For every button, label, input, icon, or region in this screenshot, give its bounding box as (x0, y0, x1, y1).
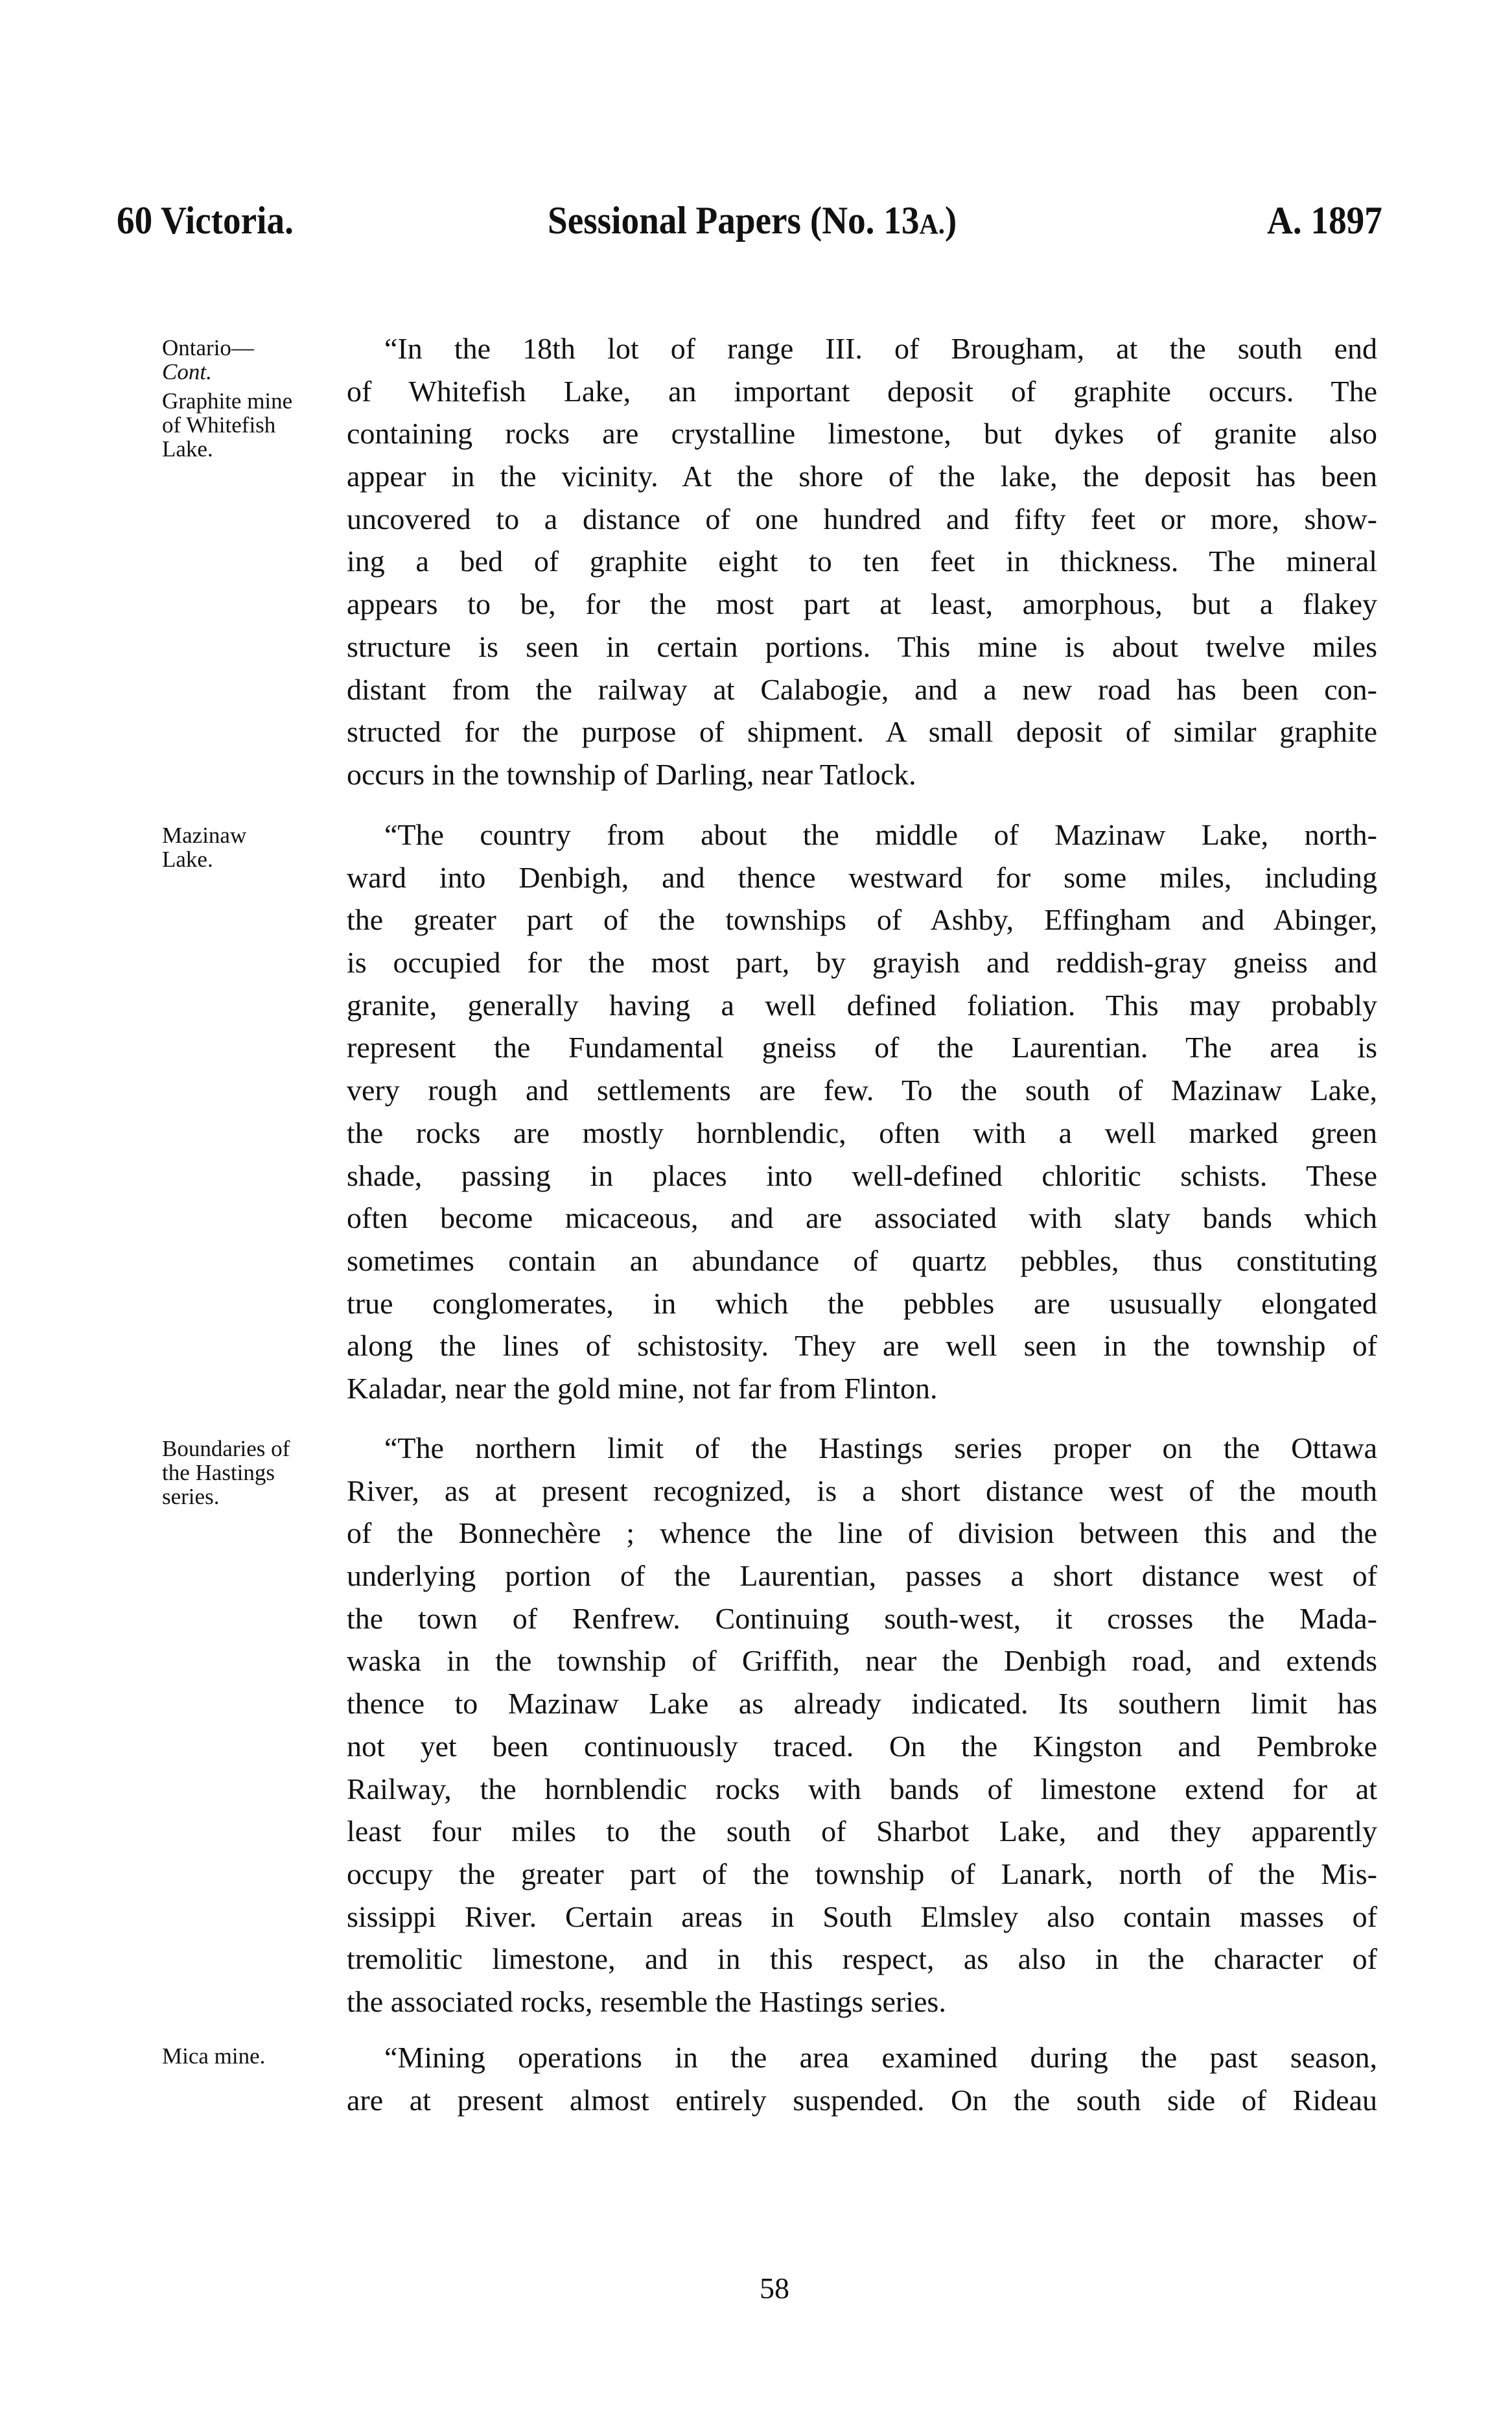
paragraph-line: not yet been continuously traced. On the Kingston and Pembroke (347, 1729, 1377, 1763)
paragraph-line: are at present almost entirely suspended. On the south side of Rideau (347, 2083, 1377, 2117)
margin-note-line: Mazinaw (162, 823, 247, 848)
paragraph-line: least four miles to the south of Sharbot Lake, and they apparently (347, 1815, 1377, 1848)
header-title-main: Sessional Papers (No. 13 (548, 199, 920, 242)
paragraph-line: true conglomerates, in which the pebbles are ususually elongated (347, 1286, 1377, 1320)
paragraph-line: “In the 18th lot of range III. of Brougham, at the south end (384, 332, 1377, 365)
paragraph-line: tremolitic limestone, and in this respect, as also in the character of (347, 1942, 1377, 1976)
paragraph-line: occupy the greater part of the township of Lanark, north of the Mis- (347, 1857, 1377, 1890)
paragraph-mazinaw-lake (347, 814, 1377, 1410)
paragraph-line: of Whitefish Lake, an important deposit of graphite occurs. The (347, 374, 1377, 408)
paragraph-line: the rocks are mostly hornblendic, often with a well marked green (347, 1116, 1377, 1149)
margin-note-mica-mine (162, 2044, 337, 2068)
paragraph-line: sometimes contain an abundance of quartz pebbles, thus constituting (347, 1243, 1377, 1277)
margin-note-line: Cont. (162, 359, 212, 384)
margin-note-line: Graphite mine (162, 388, 293, 414)
paragraph-line: uncovered to a distance of one hundred and fifty feet or more, show- (347, 502, 1377, 535)
paragraph-line: along the lines of schistosity. They are well seen in the township of (347, 1329, 1377, 1363)
paragraph-line: “Mining operations in the area examined during the past season, (384, 2041, 1377, 2074)
margin-note-graphite-mine (162, 336, 337, 461)
header-title-suffix: A. (919, 208, 945, 240)
margin-note-line: Boundaries of (162, 1436, 290, 1461)
margin-note-line: the Hastings (162, 1460, 275, 1485)
paragraph-line: Railway, the hornblendic rocks with bands of limestone extend for at (347, 1772, 1377, 1805)
paragraph-line: structure is seen in certain portions. This mine is about twelve miles (347, 629, 1377, 663)
header-year: A. 1897 (1267, 199, 1382, 242)
paragraph-line: the town of Renfrew. Continuing south-west, it crosses the Mada- (347, 1601, 1377, 1635)
paragraph-line: ward into Denbigh, and thence westward for some miles, including (347, 860, 1377, 894)
paragraph-line: sissippi River. Certain areas in South Elmsley also contain masses of (347, 1899, 1377, 1933)
paragraph-line: often become micaceous, and are associated with slaty bands which (347, 1201, 1377, 1235)
paragraph-line: “The country from about the middle of Mazinaw Lake, north- (384, 818, 1377, 851)
header-title-close: ) (944, 199, 957, 242)
paragraph-line: is occupied for the most part, by grayish and reddish-gray gneiss and (347, 946, 1377, 980)
paragraph-line: of the Bonnechère ; whence the line of division between this and the (347, 1516, 1377, 1550)
paragraph-line: the associated rocks, resemble the Hastings series. (347, 1984, 946, 2018)
paragraph-graphite-mine (347, 327, 1377, 796)
paragraph-line: structed for the purpose of shipment. A small deposit of similar graphite (347, 715, 1377, 749)
paragraph-line: waska in the township of Griffith, near the Denbigh road, and extends (347, 1644, 1377, 1678)
paragraph-line: River, as at present recognized, is a short distance west of the mouth (347, 1474, 1377, 1507)
paragraph-mica-mine (347, 2036, 1377, 2121)
margin-note-line: of Whitefish (162, 412, 276, 438)
header-title (548, 194, 957, 246)
paragraph-line: underlying portion of the Laurentian, passes a short distance west of (347, 1559, 1377, 1593)
page-number: 58 (760, 2272, 789, 2305)
paragraph-line: “The northern limit of the Hastings series proper on the Ottawa (384, 1431, 1377, 1464)
paragraph-line: Kaladar, near the gold mine, not far from Flinton. (347, 1371, 938, 1405)
paragraph-line: thence to Mazinaw Lake as already indicated. Its southern limit has (347, 1687, 1377, 1721)
margin-note-line: series. (162, 1484, 220, 1509)
paragraph-line: occurs in the township of Darling, near Tatlock. (347, 757, 916, 791)
paragraph-line: granite, generally having a well defined foliation. This may probably (347, 988, 1377, 1022)
header-session: 60 Victoria. (117, 199, 294, 242)
paragraph-line: ing a bed of graphite eight to ten feet in thickness. The mineral (347, 545, 1377, 578)
margin-note-mazinaw-lake (162, 823, 337, 871)
paragraph-line: appear in the vicinity. At the shore of the lake, the deposit has been (347, 460, 1377, 493)
paragraph-hastings-boundaries (347, 1427, 1377, 2023)
margin-note-line: Mica mine. (162, 2043, 266, 2069)
margin-note-line: Lake. (162, 847, 213, 872)
margin-note-line: Ontario— (162, 335, 254, 360)
paragraph-line: the greater part of the townships of Ashby, Effingham and Abinger, (347, 903, 1377, 937)
margin-note-hastings-boundaries (162, 1437, 337, 1509)
paragraph-line: containing rocks are crystalline limestone, but dykes of granite also (347, 417, 1377, 451)
paragraph-line: shade, passing in places into well-defined chloritic schists. These (347, 1158, 1377, 1192)
paragraph-line: distant from the railway at Calabogie, and a new road has been con- (347, 672, 1377, 706)
paragraph-line: very rough and settlements are few. To the south of Mazinaw Lake, (347, 1074, 1377, 1107)
paragraph-line: represent the Fundamental gneiss of the Laurentian. The area is (347, 1031, 1377, 1064)
margin-note-line: Lake. (162, 436, 213, 462)
paragraph-line: appears to be, for the most part at least, amorphous, but a flakey (347, 587, 1377, 621)
